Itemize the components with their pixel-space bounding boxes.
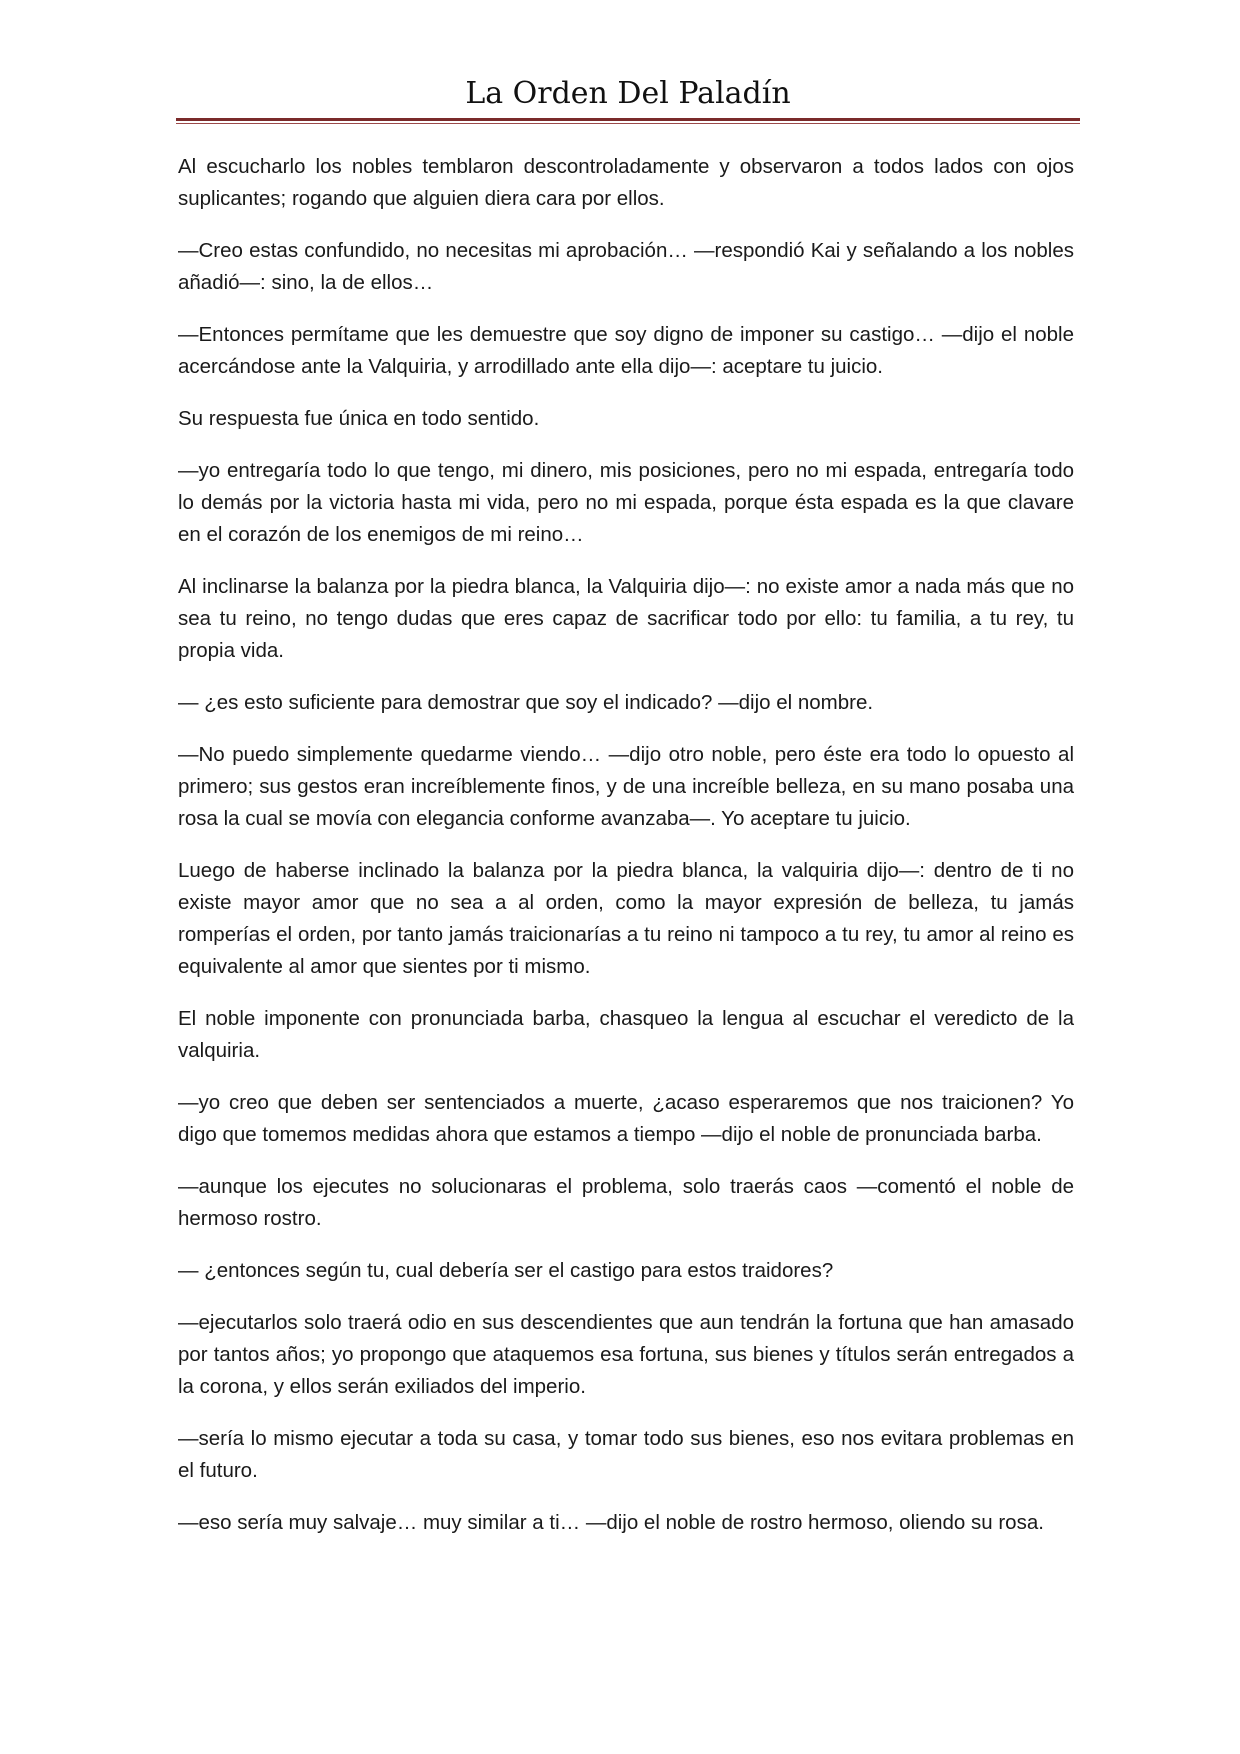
header-rule-thin	[176, 123, 1080, 124]
page-title: La Orden Del Paladín	[465, 76, 791, 111]
paragraph: El noble imponente con pronunciada barba, chasqueo la lengua al escuchar el veredicto de la valquiria.	[178, 1007, 1074, 1062]
paragraph: —sería lo mismo ejecutar a toda su casa, y tomar todo sus bienes, eso nos evitara problemas en el futuro.	[178, 1427, 1074, 1482]
paragraph: —aunque los ejecutes no solucionaras el problema, solo traerás caos —comentó el noble de hermoso rostro.	[178, 1175, 1074, 1230]
paragraph: Al escucharlo los nobles temblaron descontroladamente y observaron a todos lados con ojos suplicantes; rogando que alguien diera cara por ellos.	[178, 155, 1074, 210]
paragraph: Luego de haberse inclinado la balanza por la piedra blanca, la valquiria dijo—: dentro de ti no existe mayor amor que no sea a al orden, como la mayor expresión de belleza, tu jamás romperías el orden, por tanto jamás traicionarías a tu reino ni tampoco a tu rey, tu amor al reino es equivalente al amor que sientes por ti mismo.	[178, 859, 1074, 978]
paragraph: —Creo estas confundido, no necesitas mi aprobación… —respondió Kai y señalando a los nobles añadió—: sino, la de ellos…	[178, 239, 1074, 294]
paragraph: — ¿entonces según tu, cual debería ser el castigo para estos traidores?	[178, 1259, 834, 1282]
paragraph: —ejecutarlos solo traerá odio en sus descendientes que aun tendrán la fortuna que han amasado por tantos años; yo propongo que ataquemos esa fortuna, sus bienes y títulos serán entregados a la corona, y ellos serán exiliados del imperio.	[178, 1311, 1074, 1398]
paragraph: —Entonces permítame que les demuestre que soy digno de imponer su castigo… —dijo el noble acercándose ante la Valquiria, y arrodillado ante ella dijo—: aceptare tu juicio.	[178, 323, 1074, 378]
document-body	[178, 151, 1074, 1559]
paragraph: Al inclinarse la balanza por la piedra blanca, la Valquiria dijo—: no existe amor a nada más que no sea tu reino, no tengo dudas que eres capaz de sacrificar todo por ello: tu familia, a tu rey, tu propia vida.	[178, 575, 1074, 662]
paragraph: —yo creo que deben ser sentenciados a muerte, ¿acaso esperaremos que nos traicionen? Yo digo que tomemos medidas ahora que estamos a tiempo —dijo el noble de pronunciada barba.	[178, 1091, 1074, 1146]
paragraph: — ¿es esto suficiente para demostrar que soy el indicado? —dijo el nombre.	[178, 691, 874, 714]
page-header	[176, 72, 1080, 116]
paragraph: Su respuesta fue única en todo sentido.	[178, 407, 540, 430]
paragraph: —No puedo simplemente quedarme viendo… —dijo otro noble, pero éste era todo lo opuesto al primero; sus gestos eran increíblemente finos, y de una increíble belleza, en su mano posaba una rosa la cual se movía con elegancia conforme avanzaba—. Yo aceptare tu juicio.	[178, 743, 1074, 830]
header-rule	[176, 118, 1080, 124]
paragraph: —yo entregaría todo lo que tengo, mi dinero, mis posiciones, pero no mi espada, entregaría todo lo demás por la victoria hasta mi vida, pero no mi espada, porque ésta espada es la que clavare en el corazón de los enemigos de mi reino…	[178, 459, 1074, 546]
paragraph: —eso sería muy salvaje… muy similar a ti… —dijo el noble de rostro hermoso, oliendo su rosa.	[178, 1511, 1044, 1534]
